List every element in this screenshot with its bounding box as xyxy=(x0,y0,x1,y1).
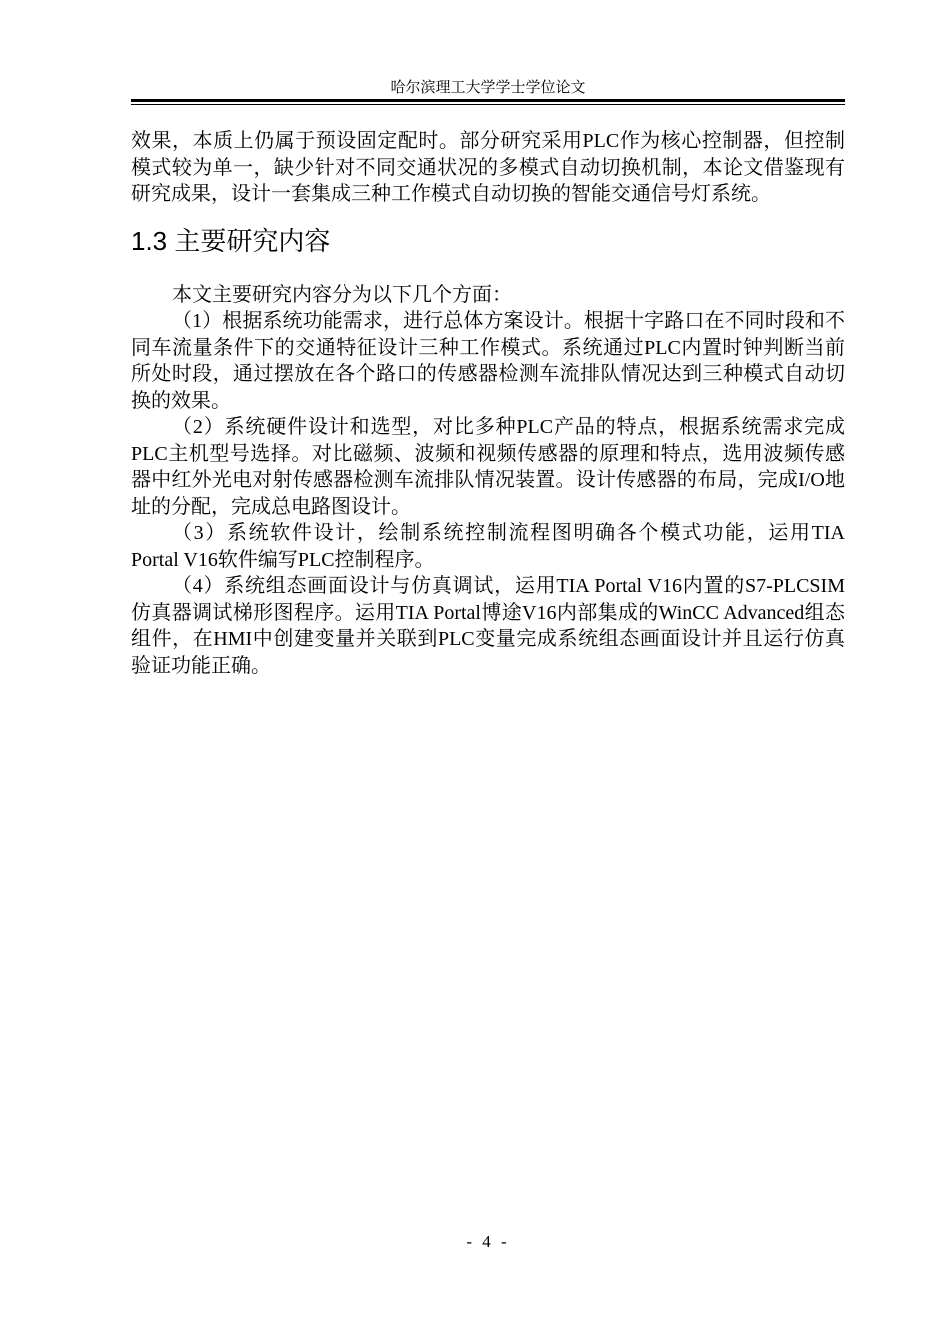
list-item: （3）系统软件设计，绘制系统控制流程图明确各个模式功能，运用TIA Portal V16软件编写PLC控制程序。 xyxy=(131,522,845,571)
intro-paragraph: 本文主要研究内容分为以下几个方面： xyxy=(172,283,512,306)
continuation-paragraph: 效果，本质上仍属于预设固定配时。部分研究采用PLC作为核心控制器，但控制模式较为单一，缺少针对不同交通状况的多模式自动切换机制，本论文借鉴现有研究成果，设计一套集成三种工作模式自动切换的智能交通信号灯系统。 xyxy=(131,130,845,205)
page-number: - 4 - xyxy=(466,1232,510,1251)
page-body xyxy=(131,128,845,679)
running-header: 哈尔滨理工大学学士学位论文 xyxy=(390,80,586,96)
header-rule-thick xyxy=(131,99,845,102)
list-item: （1）根据系统功能需求，进行总体方案设计。根据十字路口在不同时段和不同车流量条件下的交通特征设计三种工作模式。系统通过PLC内置时钟判断当前所处时段，通过摆放在各个路口的传感器检测车流排队情况达到三种模式自动切换的效果。 xyxy=(131,310,845,412)
section-heading xyxy=(131,224,845,258)
header-rule-thin xyxy=(131,104,845,105)
section-number: 1.3 xyxy=(131,225,168,256)
list-item: （2）系统硬件设计和选型，对比多种PLC产品的特点，根据系统需求完成PLC主机型号选择。对比磁频、波频和视频传感器的原理和特点，选用波频传感器中红外光电对射传感器检测车流排队情况装置。设计传感器的布局，完成I/O地址的分配，完成总电路图设计。 xyxy=(131,416,845,518)
list-item: （4）系统组态画面设计与仿真调试，运用TIA Portal V16内置的S7-PLCSIM仿真器调试梯形图程序。运用TIA Portal博途V16内部集成的WinCC Advanced组态组件，在HMI中创建变量并关联到PLC变量完成系统组态画面设计并且运行仿真验证功能正确。 xyxy=(131,575,845,677)
section-title: 主要研究内容 xyxy=(174,225,331,256)
